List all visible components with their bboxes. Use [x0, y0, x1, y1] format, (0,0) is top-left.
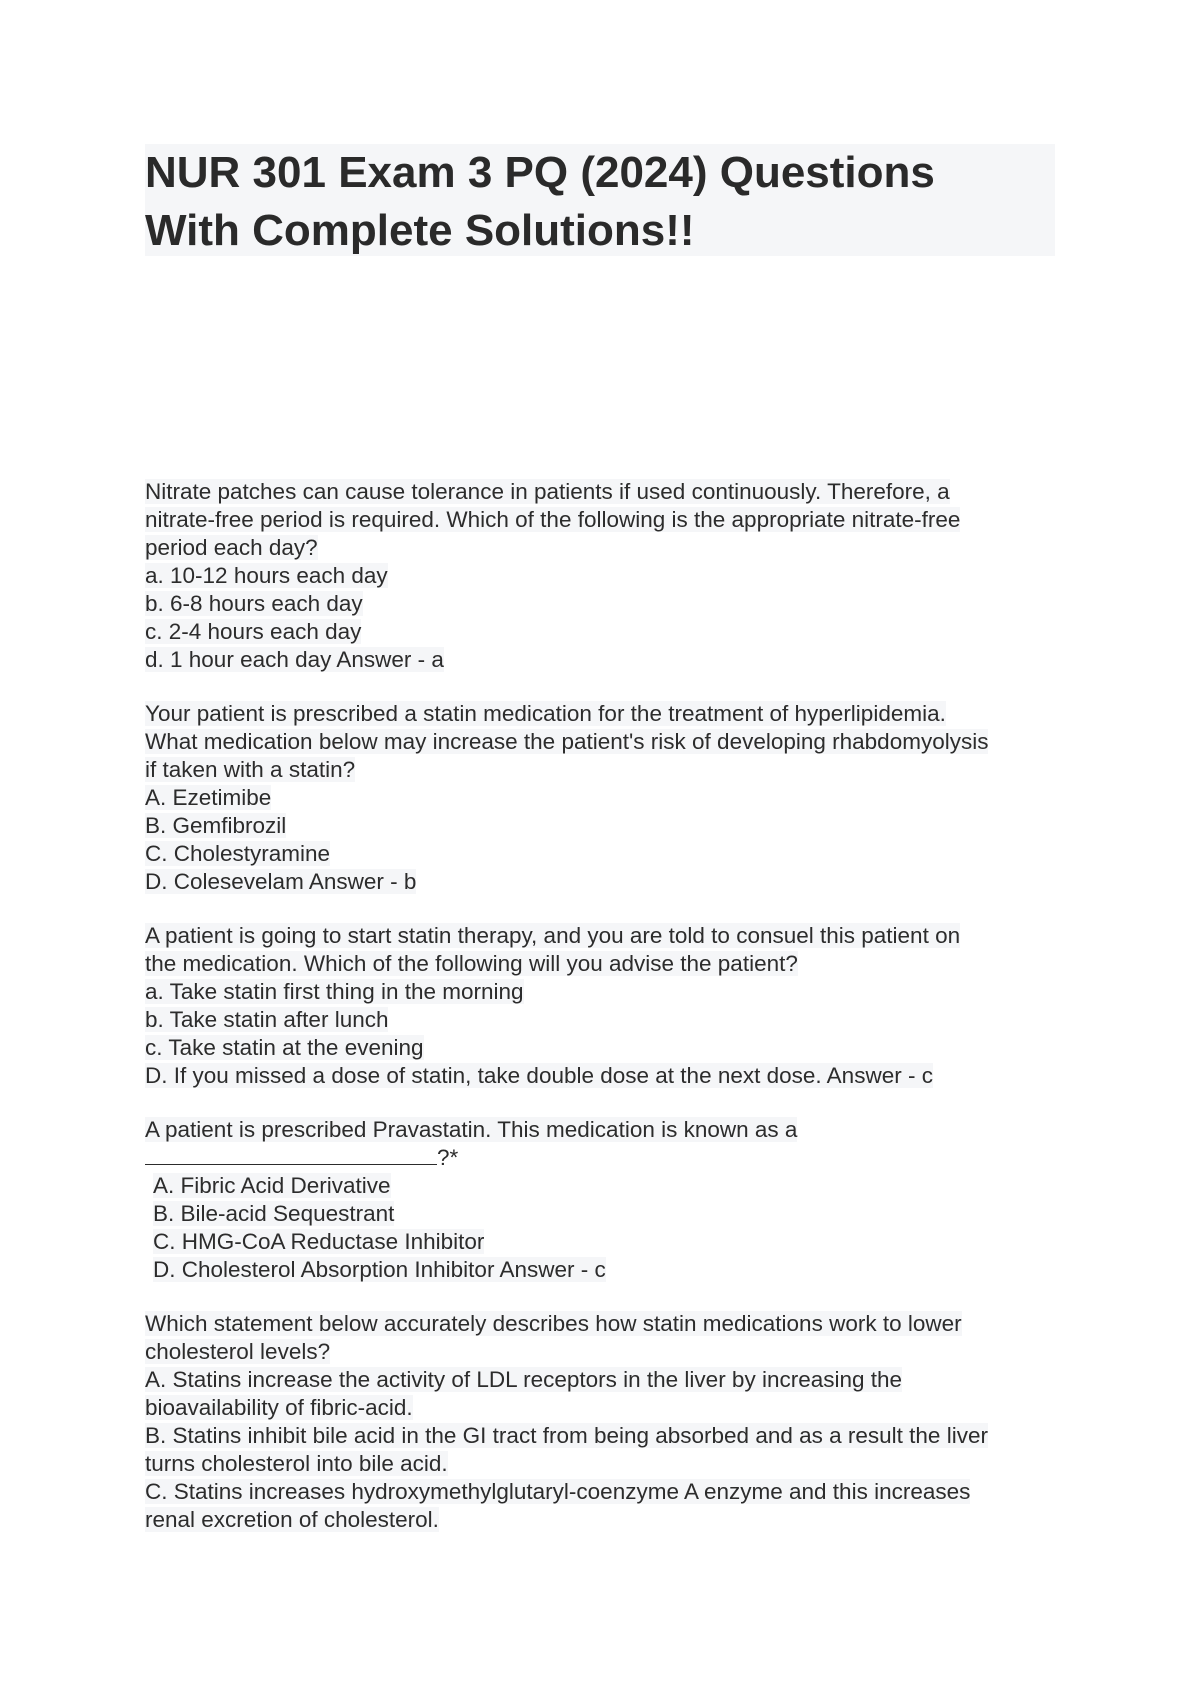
option-line: a. Take statin first thing in the morning [145, 979, 524, 1004]
option-line: a. 10-12 hours each day [145, 563, 388, 588]
text-line: What medication below may increase the patient's risk of developing rhabdomyolysis [145, 729, 989, 754]
option-line: A. Ezetimibe [145, 785, 272, 810]
option-line: c. Take statin at the evening [145, 1035, 424, 1060]
option-line: c. 2-4 hours each day [145, 619, 362, 644]
document-body [145, 478, 1065, 1560]
answer-line: D. If you missed a dose of statin, take double dose at the next dose. Answer - c [145, 1063, 933, 1088]
text-line: cholesterol levels? [145, 1339, 331, 1364]
option-line: A. Fibric Acid Derivative [153, 1173, 391, 1198]
text-line: A patient is going to start statin therapy, and you are told to consuel this patient on [145, 923, 961, 948]
option-line: bioavailability of fibric-acid. [145, 1395, 413, 1420]
title-line: NUR 301 Exam 3 PQ (2024) Questions [145, 148, 935, 197]
question-4 [145, 1116, 1065, 1284]
option-line: b. 6-8 hours each day [145, 591, 363, 616]
option-line: C. Statins increases hydroxymethylglutaryl-coenzyme A enzyme and this increases [145, 1479, 971, 1504]
option-line: B. Statins inhibit bile acid in the GI tract from being absorbed and as a result the liver [145, 1423, 988, 1448]
fill-in-blank [145, 1144, 437, 1165]
text-line: Your patient is prescribed a statin medication for the treatment of hyperlipidemia. [145, 701, 946, 726]
answer-line: D. Cholesterol Absorption Inhibitor Answer - c [153, 1257, 606, 1282]
question-2 [145, 700, 1065, 896]
text-line: Nitrate patches can cause tolerance in patients if used continuously. Therefore, a [145, 479, 950, 504]
question-3 [145, 922, 1065, 1090]
option-line: turns cholesterol into bile acid. [145, 1451, 448, 1476]
text-line: A patient is prescribed Pravastatin. This medication is known as a [145, 1117, 798, 1142]
text-line: nitrate-free period is required. Which of the following is the appropriate nitrate-free [145, 507, 961, 532]
document-title [145, 144, 1055, 260]
text-line: the medication. Which of the following will you advise the patient? [145, 951, 798, 976]
document-title-block [145, 144, 1055, 256]
fill-blank-line [145, 1144, 1065, 1172]
text-line: if taken with a statin? [145, 757, 356, 782]
option-line: C. HMG-CoA Reductase Inhibitor [153, 1229, 485, 1254]
title-line: With Complete Solutions!! [145, 206, 695, 255]
text-line: Which statement below accurately describes how statin medications work to lower [145, 1311, 962, 1336]
question-1 [145, 478, 1065, 674]
answer-line: D. Colesevelam Answer - b [145, 869, 417, 894]
option-line: b. Take statin after lunch [145, 1007, 389, 1032]
blank-suffix: ?* [437, 1145, 459, 1170]
option-line: B. Bile-acid Sequestrant [153, 1201, 395, 1226]
text-line: period each day? [145, 535, 318, 560]
option-line: B. Gemfibrozil [145, 813, 287, 838]
option-line: A. Statins increase the activity of LDL receptors in the liver by increasing the [145, 1367, 903, 1392]
question-5 [145, 1310, 1065, 1534]
option-line: C. Cholestyramine [145, 841, 331, 866]
option-line: renal excretion of cholesterol. [145, 1507, 439, 1532]
answer-line: d. 1 hour each day Answer - a [145, 647, 444, 672]
